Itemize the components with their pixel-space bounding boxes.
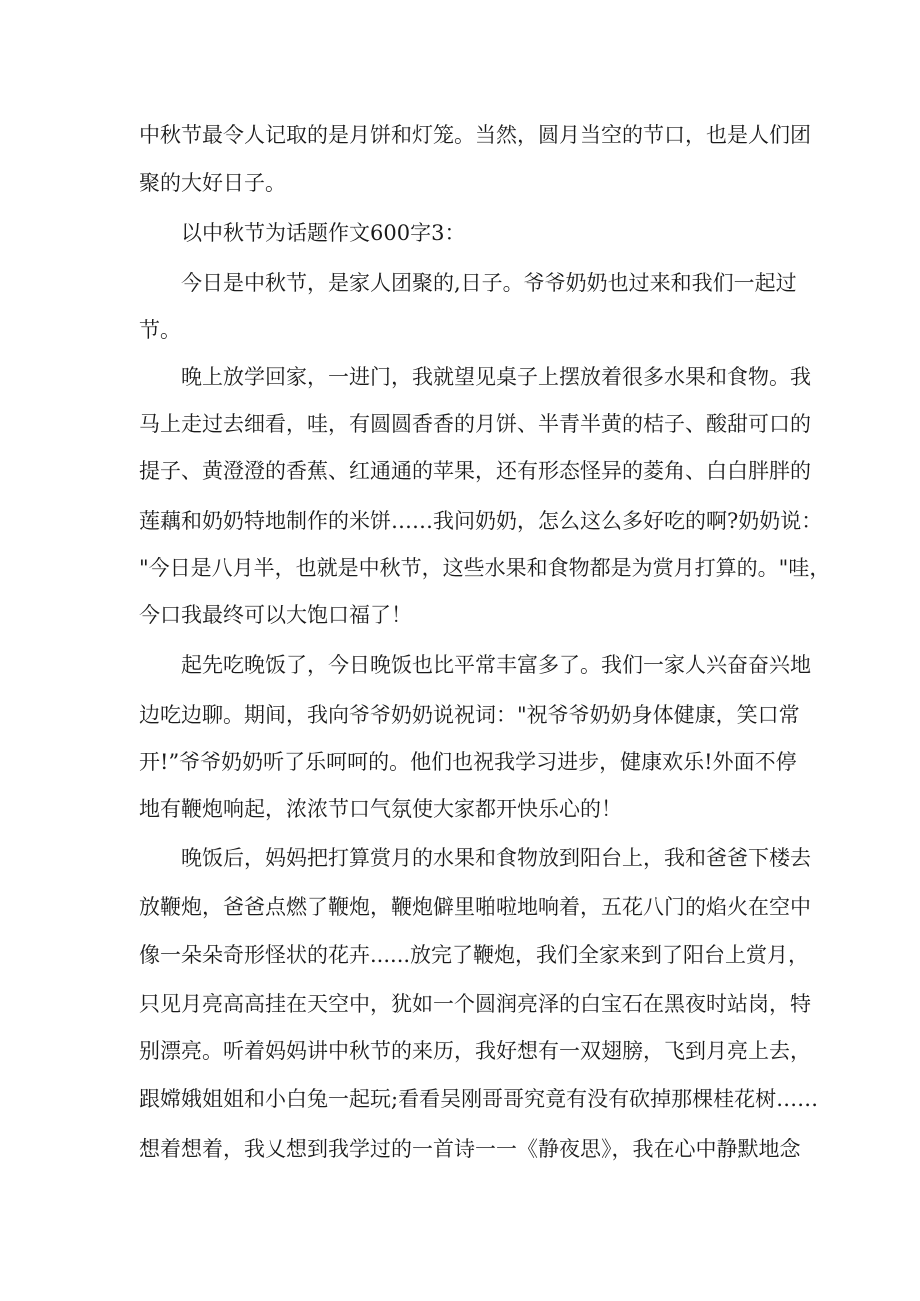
text-line: 中秋节最令人记取的是月饼和灯笼。当然，圆月当空的节口，也是人们团 [139,123,811,147]
text-line: 别漂亮。听着妈妈讲中秋节的来历，我好想有一双翅膀，飞到月亮上去， [139,1039,811,1063]
text-line: 边吃边聊。期间，我向爷爷奶奶说祝词："祝爷爷奶奶身体健康，笑口常 [139,703,800,727]
text-line: 莲藕和奶奶特地制作的米饼……我问奶奶，怎么这么多好吃的啊?奶奶说： [139,509,823,533]
text-line: 只见月亮高高挂在天空中，犹如一个圆润亮泽的白宝石在黑夜时站岗，特 [139,992,811,1016]
text-line: 马上走过去细看，哇，有圆圆香香的月饼、半青半黄的桔子、酸甜可口的 [139,412,811,436]
text-line: 起先吃晚饭了，今日晚饭也比平常丰富多了。我们一家人兴奋奋兴地 [181,653,811,677]
text-line: 地有鞭炮响起，浓浓节口气氛使大家都开快乐心的！ [139,797,622,821]
text-line: 放鞭炮，爸爸点燃了鞭炮，鞭炮僻里啪啦地响着，五花八门的焰火在空中 [139,895,811,919]
text-line: 像一朵朵奇形怪状的花卉......放完了鞭炮，我们全家来到了阳台上赏月， [139,943,810,967]
text-line: 今口我最终可以大饱口福了！ [139,603,412,627]
section-heading: 以中秋节为话题作文600字3： [181,221,466,245]
text-line: 开!”爷爷奶奶听了乐呵呵的。他们也祝我学习进步，健康欢乐!外面不停 [139,750,797,774]
text-line: 提子、黄澄澄的香蕉、红通通的苹果，还有形态怪异的菱角、白白胖胖的 [139,459,811,483]
text-line: 聚的大好日子。 [139,171,286,195]
text-line: 今日是中秋节，是家人团聚的,日子。爷爷奶奶也过来和我们一起过 [181,271,797,295]
text-line: 想着想着，我乂想到我学过的一首诗一一《静夜思》，我在心中静默地念 [139,1137,801,1161]
text-line: 晚饭后，妈妈把打算赏月的水果和食物放到阳台上，我和爸爸下楼去 [181,846,811,870]
text-line: "今日是八月半，也就是中秋节，这些水果和食物都是为赏月打算的。"哇， [139,556,831,580]
text-line: 节。 [139,318,181,342]
text-line: 跟嫦娥姐姐和小白兔一起玩;看看吴刚哥哥究竟有没有砍掉那棵桂花树…… [139,1087,819,1111]
text-line: 晚上放学回家，一进门，我就望见桌子上摆放着很多水果和食物。我 [181,365,811,389]
